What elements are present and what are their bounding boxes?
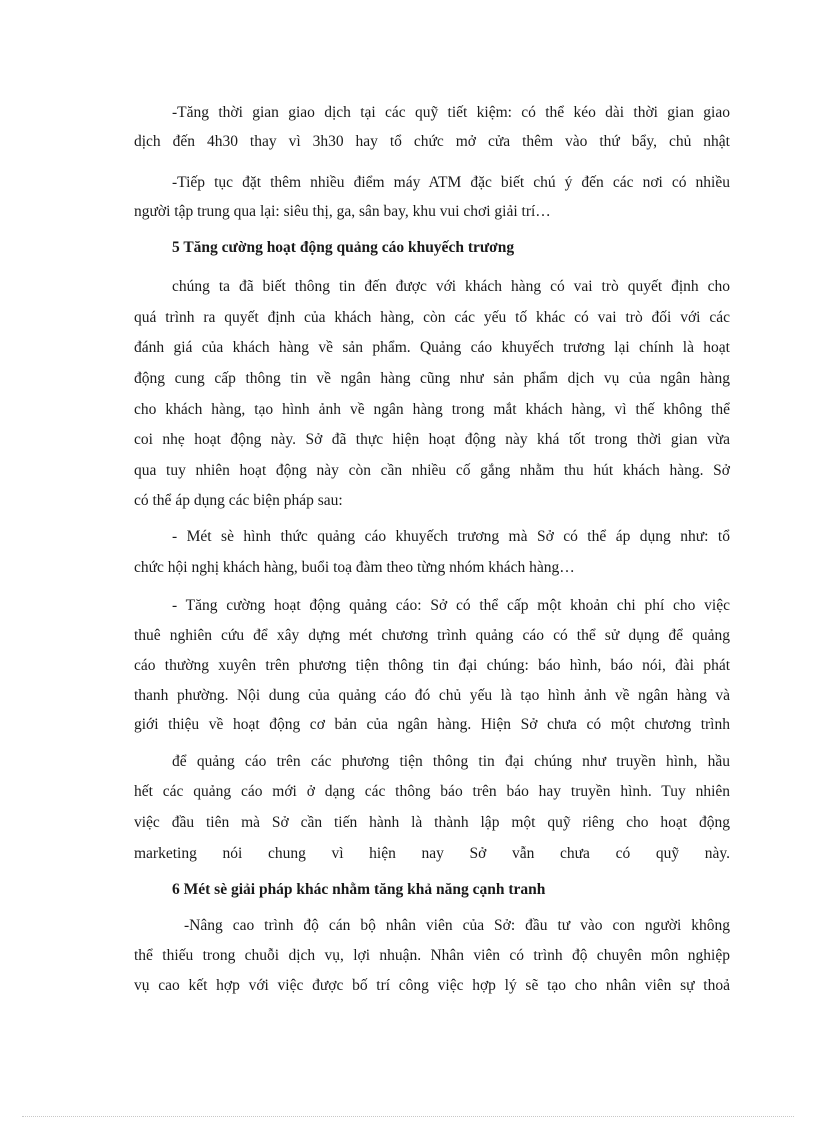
- paragraph-line: thanh phường. Nội dung của quảng cáo đó chủ yếu là tạo hình ảnh về ngân hàng và: [134, 687, 730, 704]
- paragraph-line: - Tăng cường hoạt động quảng cáo: Sở có thể cấp một khoản chi phí cho việc: [172, 597, 730, 614]
- paragraph-line: đánh giá của khách hàng về sản phẩm. Quảng cáo khuyếch trương lại chính là hoạt: [134, 339, 730, 356]
- paragraph-line: qua tuy nhiên hoạt động này còn cần nhiều cố gắng nhằm thu hút khách hàng. Sở: [134, 462, 730, 479]
- paragraph-line: thuê nghiên cứu để xây dựng mét chương trình quảng cáo có thể sử dụng để quảng: [134, 627, 730, 644]
- paragraph-line: chức hội nghị khách hàng, buổi toạ đàm theo từng nhóm khách hàng…: [134, 559, 575, 576]
- page-bottom-rule: [22, 1116, 794, 1117]
- section-heading: 5 Tăng cường hoạt động quảng cáo khuyếch trương: [172, 239, 515, 256]
- paragraph-line: -Tăng thời gian giao dịch tại các quỹ tiết kiệm: có thể kéo dài thời gian giao: [172, 104, 730, 121]
- paragraph-line: hết các quảng cáo mới ở dạng các thông báo trên báo hay truyền hình. Tuy nhiên: [134, 783, 730, 800]
- paragraph-line: để quảng cáo trên các phương tiện thông tin đại chúng như truyền hình, hầu: [172, 753, 730, 770]
- paragraph-line: thể thiếu trong chuỗi dịch vụ, lợi nhuận. Nhân viên có trình độ chuyên môn nghiệp: [134, 947, 730, 964]
- section-heading: 6 Mét sè giải pháp khác nhằm tăng khả năng cạnh tranh: [172, 881, 546, 898]
- paragraph-line: coi nhẹ hoạt động này. Sở đã thực hiện hoạt động này khá tốt trong thời gian vừa: [134, 431, 730, 448]
- paragraph-line: vụ cao kết hợp với việc được bố trí công việc hợp lý sẽ tạo cho nhân viên sự thoả: [134, 977, 730, 994]
- paragraph-line: marketing nói chung vì hiện nay Sở vẫn chưa có quỹ này.: [134, 845, 730, 862]
- paragraph-line: quá trình ra quyết định của khách hàng, còn các yếu tố khác có vai trò đối với các: [134, 309, 730, 326]
- paragraph-line: -Nâng cao trình độ cán bộ nhân viên của Sở: đầu tư vào con người không: [184, 917, 730, 934]
- paragraph-line: người tập trung qua lại: siêu thị, ga, sân bay, khu vui chơi giải trí…: [134, 203, 551, 220]
- paragraph-line: - Mét sè hình thức quảng cáo khuyếch trương mà Sở có thể áp dụng như: tổ: [172, 528, 730, 545]
- paragraph-line: cho khách hàng, tạo hình ảnh về ngân hàng trong mắt khách hàng, vì thế không thể: [134, 401, 730, 418]
- paragraph-line: cáo thường xuyên trên phương tiện thông tin đại chúng: báo hình, báo nói, đài phát: [134, 657, 730, 674]
- paragraph-line: dịch đến 4h30 thay vì 3h30 hay tổ chức mở cửa thêm vào thứ bẩy, chủ nhật: [134, 133, 730, 150]
- paragraph-line: động cung cấp thông tin về ngân hàng cũng như sản phẩm dịch vụ của ngân hàng: [134, 370, 730, 387]
- paragraph-line: -Tiếp tục đặt thêm nhiều điểm máy ATM đặc biết chú ý đến các nơi có nhiều: [172, 174, 730, 191]
- paragraph-line: giới thiệu về hoạt động cơ bản của ngân hàng. Hiện Sở chưa có một chương trình: [134, 716, 730, 733]
- paragraph-line: việc đầu tiên mà Sở cần tiến hành là thành lập một quỹ riêng cho hoạt động: [134, 814, 730, 831]
- paragraph-line: chúng ta đã biết thông tin đến được với khách hàng có vai trò quyết định cho: [172, 278, 730, 295]
- paragraph-line: có thể áp dụng các biện pháp sau:: [134, 492, 343, 509]
